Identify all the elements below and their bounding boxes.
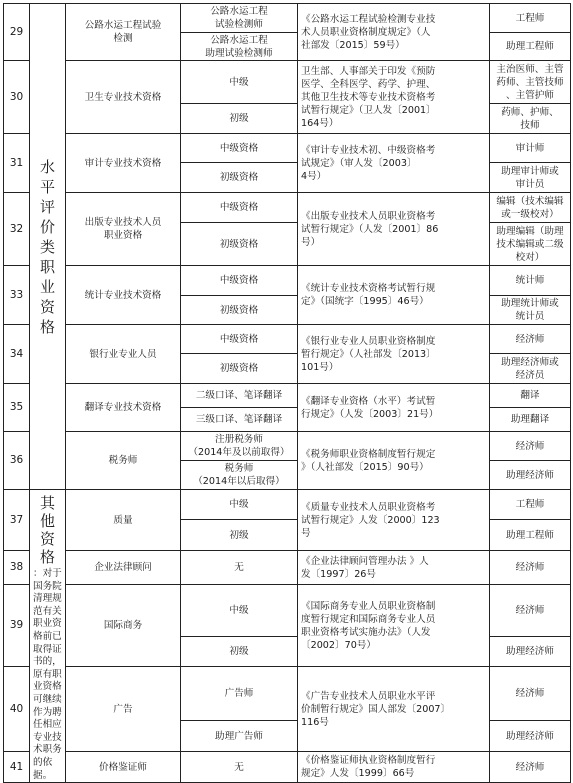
title-equivalent: 翻译 xyxy=(490,384,571,408)
table-row xyxy=(4,551,571,585)
row-number: 36 xyxy=(4,432,30,490)
table-row xyxy=(4,585,571,637)
qualification-name: 银行业专业人员 xyxy=(66,325,181,384)
qualification-level: 无 xyxy=(181,551,298,585)
regulation-document: 《国际商务专业人员职业资格制 度暂行规定和国际商务专业人员 职业资格考试实施办法》（人发 〔2002〕70号） xyxy=(298,585,490,667)
row-number: 29 xyxy=(4,4,30,61)
regulation-document: 卫生部、人事部关于印发《预防 医学、全科医学、药学、护理、 其他卫生技术等专业技术资格考 试暂行规定》（卫人发〔2001〕 164号） xyxy=(298,61,490,134)
regulation-document: 《质量专业技术人员职业资格考 试暂行规定》人发〔2000〕123 号 xyxy=(298,490,490,551)
title-equivalent: 主治医师、主管 药师、主管技师 、主管护师 xyxy=(490,61,571,104)
title-equivalent: 经济师 xyxy=(490,432,571,461)
row-number: 34 xyxy=(4,325,30,384)
table-row xyxy=(4,490,571,520)
regulation-document: 《价格鉴证师执业资格制度暂行 规定》人发〔1999〕66号 xyxy=(298,752,490,783)
qualification-level: 初级资格 xyxy=(181,354,298,384)
qualification-level: 初级资格 xyxy=(181,163,298,193)
category-level-evaluation: 水平 评价 类职 业资 格 xyxy=(30,4,66,490)
category-other xyxy=(30,490,66,783)
qualification-level: 中级 xyxy=(181,490,298,520)
row-number: 38 xyxy=(4,551,30,585)
title-equivalent: 助理翻译 xyxy=(490,408,571,432)
qualification-level: 初级 xyxy=(181,637,298,667)
title-equivalent: 经济师 xyxy=(490,585,571,637)
qualification-name: 公路水运工程试验 检测 xyxy=(66,4,181,61)
qualification-level: 广告师 xyxy=(181,667,298,721)
qualification-level: 助理广告师 xyxy=(181,721,298,752)
qualification-name: 企业法律顾问 xyxy=(66,551,181,585)
qualification-name: 国际商务 xyxy=(66,585,181,667)
qualification-level: 二级口译、笔译翻译 xyxy=(181,384,298,408)
title-equivalent: 助理工程师 xyxy=(490,520,571,551)
qualification-level: 中级资格 xyxy=(181,193,298,223)
qualification-level: 初级资格 xyxy=(181,223,298,266)
qualification-level: 中级资格 xyxy=(181,134,298,163)
regulation-document: 《广告专业技术人员职业水平评 价制暂行规定》国人部发〔2007〕 116号 xyxy=(298,667,490,752)
qualification-level: 公路水运工程 助理试验检测师 xyxy=(181,33,298,61)
qualification-name: 广告 xyxy=(66,667,181,752)
qualification-name: 税务师 xyxy=(66,432,181,490)
table-row xyxy=(4,266,571,296)
qualification-name: 价格鉴证师 xyxy=(66,752,181,783)
title-equivalent: 助理编辑（助理 技术编辑或二级 校对） xyxy=(490,223,571,266)
qualification-level: 中级 xyxy=(181,585,298,637)
table-row xyxy=(4,667,571,721)
title-equivalent: 统计师 xyxy=(490,266,571,296)
table-row xyxy=(4,4,571,33)
title-equivalent: 助理统计师或 统计员 xyxy=(490,296,571,325)
regulation-document: 《统计专业技术资格考试暂行规 定》（国统字〔1995〕46号） xyxy=(298,266,490,325)
qualification-level: 三级口译、笔译翻译 xyxy=(181,408,298,432)
title-equivalent: 助理经济师 xyxy=(490,637,571,667)
qualification-name: 翻译专业技术资格 xyxy=(66,384,181,432)
title-equivalent: 助理工程师 xyxy=(490,33,571,61)
title-equivalent: 助理经济师 xyxy=(490,461,571,490)
qualification-name: 出版专业技术人员 职业资格 xyxy=(66,193,181,266)
row-number: 31 xyxy=(4,134,30,193)
title-equivalent: 经济师 xyxy=(490,551,571,585)
table-row xyxy=(4,61,571,104)
regulation-document: 《审计专业技术初、中级资格考 试规定》（审人发〔2003〕 4号） xyxy=(298,134,490,193)
row-number: 33 xyxy=(4,266,30,325)
title-equivalent: 工程师 xyxy=(490,490,571,520)
regulation-document: 《出版专业技术人员职业资格考 试暂行规定》（人发〔2001〕86 号） xyxy=(298,193,490,266)
qualification-name: 卫生专业技术资格 xyxy=(66,61,181,134)
table-row xyxy=(4,134,571,163)
title-equivalent: 助理经济师 xyxy=(490,721,571,752)
regulation-document: 《翻译专业资格（水平）考试暂 行规定》（人发〔2003〕21号） xyxy=(298,384,490,432)
title-equivalent: 编辑（技术编辑 或一级校对） xyxy=(490,193,571,223)
row-number: 32 xyxy=(4,193,30,266)
category-other-note: ：对于 国务院 清理规 范有关 职业资 格前已 取得证 书的， 原有职 业资格 可继续 作为聘 任相应 专业技 术职务 的依据。 xyxy=(33,568,62,781)
title-equivalent: 经济师 xyxy=(490,325,571,354)
qualification-level: 中级资格 xyxy=(181,266,298,296)
qualification-level: 初级资格 xyxy=(181,296,298,325)
table-row xyxy=(4,384,571,408)
row-number: 40 xyxy=(4,667,30,752)
qualification-level: 注册税务师 （2014年及以前取得） xyxy=(181,432,298,461)
qualification-level: 中级资格 xyxy=(181,325,298,354)
row-number: 39 xyxy=(4,585,30,667)
table-row xyxy=(4,193,571,223)
qualification-level: 公路水运工程 试验检测师 xyxy=(181,4,298,33)
qualification-name: 审计专业技术资格 xyxy=(66,134,181,193)
row-number: 30 xyxy=(4,61,30,134)
title-equivalent: 经济师 xyxy=(490,667,571,721)
table-row xyxy=(4,432,571,461)
title-equivalent: 经济师 xyxy=(490,752,571,783)
title-equivalent: 助理经济师或 经济员 xyxy=(490,354,571,384)
title-equivalent: 助理审计师或 审计员 xyxy=(490,163,571,193)
row-number: 37 xyxy=(4,490,30,551)
title-equivalent: 药师、护师、 技师 xyxy=(490,104,571,134)
title-equivalent: 审计师 xyxy=(490,134,571,163)
qualification-name: 质量 xyxy=(66,490,181,551)
qualification-level: 初级 xyxy=(181,520,298,551)
qualification-table xyxy=(3,3,571,783)
qualification-level: 初级 xyxy=(181,104,298,134)
qualification-name: 统计专业技术资格 xyxy=(66,266,181,325)
regulation-document: 《公路水运工程试验检测专业技 术人员职业资格制度规定》（人 社部发〔2015〕59号） xyxy=(298,4,490,61)
regulation-document: 《税务师职业资格制度暂行规定 》（人社部发〔2015〕90号） xyxy=(298,432,490,490)
regulation-document: 《企业法律顾问管理办法 》人 发〔1997〕26号 xyxy=(298,551,490,585)
qualification-level: 中级 xyxy=(181,61,298,104)
category-other-title: 其他 资格 xyxy=(39,494,55,566)
regulation-document: 《银行业专业人员职业资格制度 暂行规定》（人社部发〔2013〕 101号） xyxy=(298,325,490,384)
row-number: 35 xyxy=(4,384,30,432)
table-row xyxy=(4,325,571,354)
title-equivalent: 工程师 xyxy=(490,4,571,33)
qualification-level: 无 xyxy=(181,752,298,783)
table-row xyxy=(4,752,571,783)
row-number: 41 xyxy=(4,752,30,783)
qualification-level: 税务师 （2014年以后取得） xyxy=(181,461,298,490)
